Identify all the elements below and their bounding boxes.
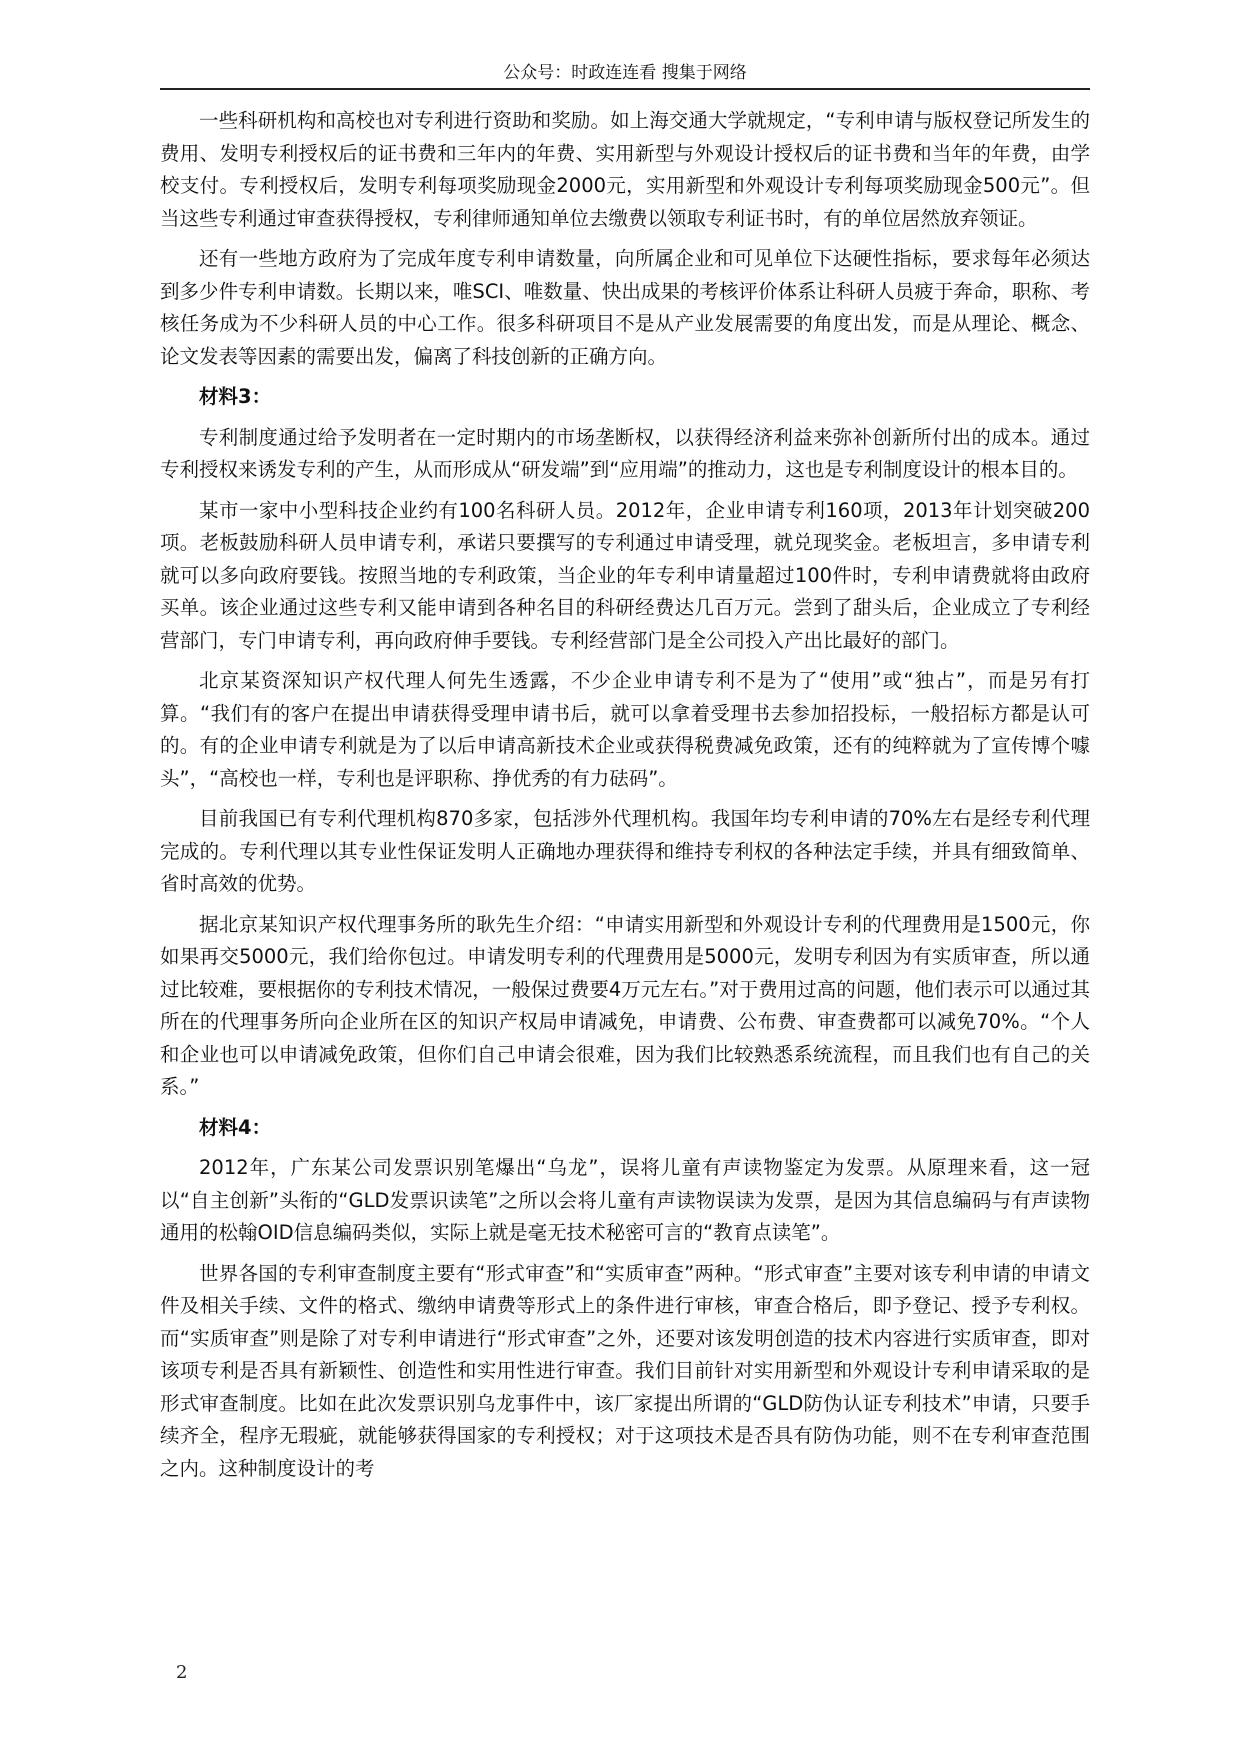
- document-body: [160, 105, 1090, 1493]
- paragraph: 专利制度通过给予发明者在一定时期内的市场垄断权，以获得经济利益来弥补创新所付出的成本。通过专利授权来诱发专利的产生，从而形成从“研发端”到“应用端”的推动力，这也是专利制度设计的根本目的。: [160, 425, 1090, 481]
- section-heading: 材料3：: [199, 385, 272, 408]
- page-number: 2: [176, 1662, 188, 1683]
- paragraph: 目前我国已有专利代理机构870多家，包括涉外代理机构。我国年均专利申请的70%左右是经专利代理完成的。专利代理以其专业性保证发明人正确地办理获得和维持专利权的各种法定手续，并具有细致简单、省时高效的优势。: [160, 807, 1090, 895]
- paragraph: 北京某资深知识产权代理人何先生透露，不少企业申请专利不是为了“使用”或“独占”，而是另有打算。“我们有的客户在提出申请获得受理申请书后，就可以拿着受理书去参加招投标，一般招标方都是认可的。有的企业申请专利就是为了以后申请高新技术企业或获得税费减免政策，还有的纯粹就为了宣传博个噱头”，“高校也一样，专利也是评职称、挣优秀的有力砝码”。: [160, 669, 1090, 790]
- section-heading: 材料4：: [199, 1115, 272, 1139]
- paragraph: 据北京某知识产权代理事务所的耿先生介绍：“申请实用新型和外观设计专利的代理费用是1500元，你如果再交5000元，我们给你包过。申请发明专利的代理费用是5000元，发明专利因为有实质审查，所以通过比较难，要根据你的专利技术情况，一般保过费要4万元左右。”对于费用过高的问题，他们表示可以通过其所在的代理事务所向企业所在区的知识产权局申请减免，申请费、公布费、审查费都可以减免70%。“个人和企业也可以申请减免政策，但你们自己申请会很难，因为我们比较熟悉系统流程，而且我们也有自己的关系。”: [160, 912, 1090, 1098]
- paragraph: 世界各国的专利审查制度主要有“形式审查”和“实质审查”两种。“形式审查”主要对该专利申请的申请文件及相关手续、文件的格式、缴纳申请费等形式上的条件进行审核，审查合格后，即予登记、授予专利权。而“实质审查”则是除了对专利申请进行“形式审查”之外，还要对该发明创造的技术内容进行实质审查，即对该项专利是否具有新颖性、创造性和实用性进行审查。我们目前针对实用新型和外观设计专利申请采取的是形式审查制度。比如在此次发票识别乌龙事件中，该厂家提出所谓的“GLD防伪认证专利技术”申请，只要手续齐全，程序无瑕疵，就能够获得国家的专利授权；对于这项技术是否具有防伪功能，则不在专利审查范围之内。这种制度设计的考: [160, 1261, 1090, 1480]
- paragraph: 一些科研机构和高校也对专利进行资助和奖励。如上海交通大学就规定，“专利申请与版权登记所发生的费用、发明专利授权后的证书费和三年内的年费、实用新型与外观设计授权后的证书费和当年的年费，由学校支付。专利授权后，发明专利每项奖励现金2000元，实用新型和外观设计专利每项奖励现金500元”。但当这些专利通过审查获得授权，专利律师通知单位去缴费以领取专利证书时，有的单位居然放弃领证。: [160, 109, 1090, 230]
- paragraph: 还有一些地方政府为了完成年度专利申请数量，向所属企业和可见单位下达硬性指标，要求每年必须达到多少件专利申请数。长期以来，唯SCI、唯数量、快出成果的考核评价体系让科研人员疲于奔命，职称、考核任务成为不少科研人员的中心工作。很多科研项目不是从产业发展需要的角度出发，而是从理论、概念、论文发表等因素的需要出发，偏离了科技创新的正确方向。: [160, 247, 1090, 368]
- paragraph: 2012年，广东某公司发票识别笔爆出“乌龙”，误将儿童有声读物鉴定为发票。从原理来看，这一冠以“自主创新”头衔的“GLD发票识读笔”之所以会将儿童有声读物误读为发票，是因为其信息编码与有声读物通用的松翰OID信息编码类似，实际上就是毫无技术秘密可言的“教育点读笔”。: [160, 1156, 1090, 1244]
- page-header: 公众号：时政连连看 搜集于网络: [503, 63, 747, 83]
- paragraph: 某市一家中小型科技企业约有100名科研人员。2012年，企业申请专利160项，2013年计划突破200项。老板鼓励科研人员申请专利，承诺只要撰写的专利通过申请受理，就兑现奖金。老板坦言，多申请专利就可以多向政府要钱。按照当地的专利政策，当企业的年专利申请量超过100件时，专利申请费就将由政府买单。该企业通过这些专利又能申请到各种名目的科研经费达几百万元。尝到了甜头后，企业成立了专利经营部门，专门申请专利，再向政府伸手要钱。专利经营部门是全公司投入产出比最好的部门。: [160, 498, 1090, 652]
- header-divider: [160, 88, 1090, 90]
